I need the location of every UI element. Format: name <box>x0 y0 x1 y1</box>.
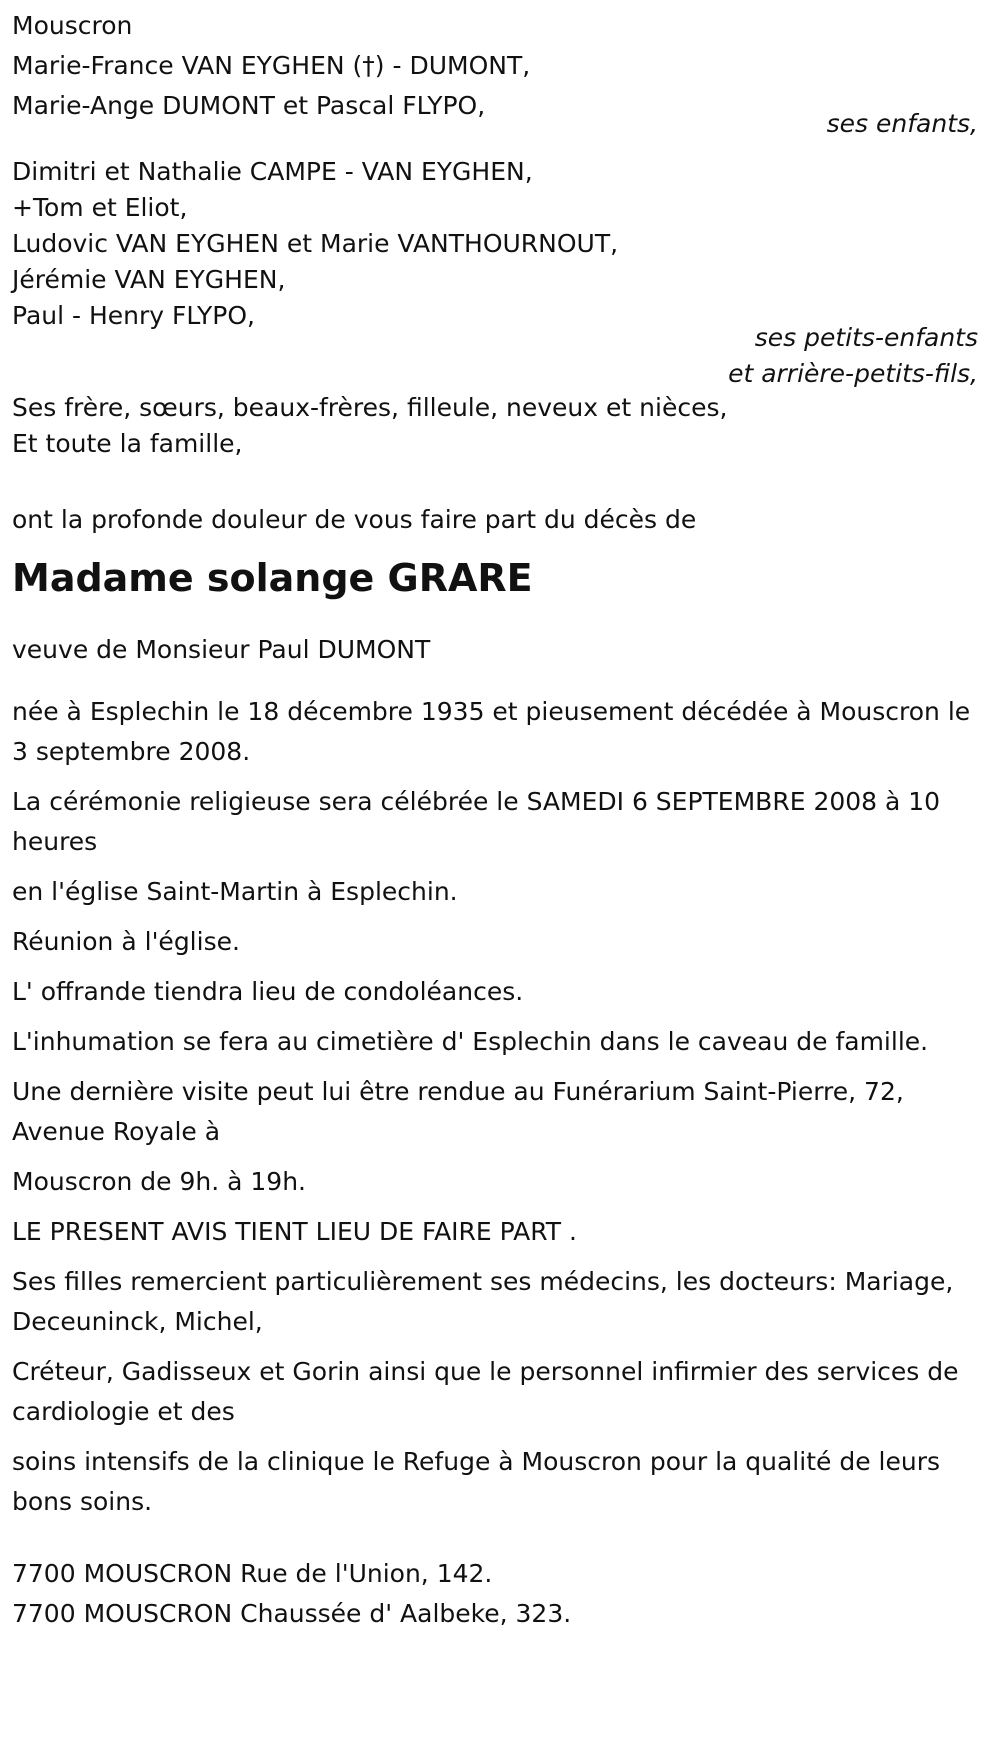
grandchild-line-3: Ludovic VAN EYGHEN et Marie VANTHOURNOUT, <box>12 229 619 258</box>
grandchild-line-1: Dimitri et Nathalie CAMPE - VAN EYGHEN, <box>12 157 533 186</box>
birth-death-paragraph: née à Esplechin le 18 décembre 1935 et pieusement décédée à Mouscron le 3 septembre 2008. <box>12 697 971 766</box>
children-role: ses enfants, <box>826 109 978 138</box>
offering-paragraph: L' offrande tiendra lieu de condoléances. <box>12 977 524 1006</box>
notice-paragraph: LE PRESENT AVIS TIENT LIEU DE FAIRE PART . <box>12 1217 577 1246</box>
thanks-paragraph-1: Ses filles remercient particulièrement ses médecins, les docteurs: Mariage, Deceuninck, Michel, <box>12 1267 954 1336</box>
deceased-name: Madame solange GRARE <box>12 556 533 600</box>
grandchild-line-5: Paul - Henry FLYPO, <box>12 301 255 330</box>
city-line: Mouscron <box>12 11 133 40</box>
ceremony-paragraph: La cérémonie religieuse sera célébrée le SAMEDI 6 SEPTEMBRE 2008 à 10 heures <box>12 787 941 856</box>
family-line-2: Et toute la famille, <box>12 429 243 458</box>
address-line-2: 7700 MOUSCRON Chaussée d' Aalbeke, 323. <box>12 1599 572 1628</box>
thanks-paragraph-3: soins intensifs de la clinique le Refuge à Mouscron pour la qualité de leurs bons soins. <box>12 1447 941 1516</box>
burial-paragraph: L'inhumation se fera au cimetière d' Esplechin dans le caveau de famille. <box>12 1027 929 1056</box>
announcement: ont la profonde douleur de vous faire part du décès de <box>12 505 697 534</box>
grandchildren-role-1: ses petits-enfants <box>754 323 978 352</box>
child-line-1: Marie-France VAN EYGHEN (†) - DUMONT, <box>12 51 531 80</box>
address-line-1: 7700 MOUSCRON Rue de l'Union, 142. <box>12 1559 493 1588</box>
grandchild-line-2: +Tom et Eliot, <box>12 193 188 222</box>
child-line-2: Marie-Ange DUMONT et Pascal FLYPO, <box>12 91 486 120</box>
grandchildren-role-2: et arrière-petits-fils, <box>728 359 978 388</box>
church-paragraph: en l'église Saint-Martin à Esplechin. <box>12 877 458 906</box>
visit-hours-paragraph: Mouscron de 9h. à 19h. <box>12 1167 307 1196</box>
thanks-paragraph-2: Créteur, Gadisseux et Gorin ainsi que le personnel infirmier des services de cardiologie et des <box>12 1357 959 1426</box>
visit-paragraph: Une dernière visite peut lui être rendue au Funérarium Saint-Pierre, 72, Avenue Royale à <box>12 1077 904 1146</box>
family-line-1: Ses frère, sœurs, beaux-frères, filleule, neveux et nièces, <box>12 393 728 422</box>
meeting-paragraph: Réunion à l'église. <box>12 927 240 956</box>
widow-of: veuve de Monsieur Paul DUMONT <box>12 635 431 664</box>
grandchild-line-4: Jérémie VAN EYGHEN, <box>12 265 286 294</box>
